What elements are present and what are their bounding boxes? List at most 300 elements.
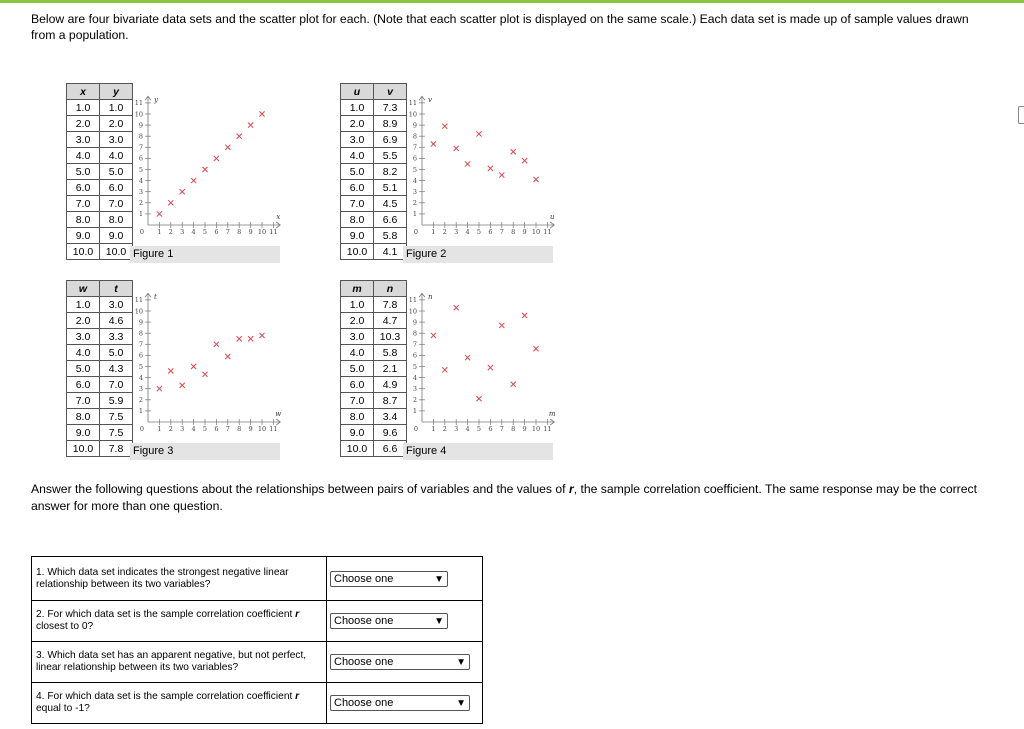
y-tick-label: 4 (412, 176, 417, 185)
table-row (67, 228, 133, 244)
cell: 6.6 (374, 212, 407, 228)
y-tick-label: 2 (412, 396, 417, 405)
table-row (67, 425, 133, 441)
table-row (341, 377, 407, 393)
data-point (248, 123, 253, 128)
question-4-label (36, 691, 326, 715)
cell: 6.0 (67, 180, 100, 196)
y-tick-label: 9 (138, 318, 143, 327)
data-table-2 (340, 83, 407, 260)
x-tick-label: 11 (543, 425, 552, 433)
cell: 7.5 (100, 409, 133, 425)
table-row (341, 393, 407, 409)
cell: 8.9 (374, 116, 407, 132)
col-header-t: t (100, 281, 133, 297)
question-1-select-value: Choose one (334, 572, 394, 585)
col-header-n: n (374, 281, 407, 297)
question-2-text-pre: 2. For which data set is the sample correlation coefficient (36, 609, 296, 620)
cell: 8.7 (374, 393, 407, 409)
y-tick-label: 1 (412, 407, 417, 416)
y-tick-label: 4 (412, 373, 417, 382)
cell: 4.7 (374, 313, 407, 329)
data-point (454, 146, 459, 151)
table-row (341, 345, 407, 361)
data-point (499, 172, 504, 177)
data-point (476, 131, 481, 136)
x-tick-label: 7 (499, 425, 504, 433)
cell: 5.5 (374, 148, 407, 164)
question-1-select[interactable] (330, 571, 448, 587)
x-tick-label: 8 (511, 425, 516, 433)
question-2-select[interactable] (330, 613, 448, 629)
cell: 5.0 (67, 164, 100, 180)
cell: 10.0 (67, 244, 100, 260)
figure-caption-1: Figure 1 (130, 246, 280, 263)
x-tick-label: 2 (442, 228, 447, 236)
x-tick-label: 1 (431, 228, 436, 236)
data-point (511, 149, 516, 154)
data-point (454, 305, 459, 310)
col-header-w: w (67, 281, 100, 297)
cell: 10.0 (341, 441, 374, 457)
cell: 4.0 (67, 148, 100, 164)
x-axis-label: u (549, 213, 555, 221)
table-row (67, 244, 133, 260)
table-row (341, 425, 407, 441)
col-header-m: m (341, 281, 374, 297)
data-point (488, 365, 493, 370)
data-point (202, 372, 207, 377)
question-row-3 (32, 641, 482, 682)
col-header-u: u (341, 84, 374, 100)
y-tick-label: 6 (138, 351, 143, 360)
x-tick-label: 10 (531, 228, 541, 236)
cell: 7.0 (67, 393, 100, 409)
cell: 3.0 (100, 297, 133, 313)
cell: 5.0 (100, 345, 133, 361)
x-tick-label: 6 (214, 228, 219, 236)
y-tick-label: 5 (138, 362, 143, 371)
question-2-text-post: closest to 0? (36, 621, 94, 632)
y-tick-label: 10 (134, 110, 143, 119)
top-accent-bar (0, 0, 1024, 3)
y-tick-label: 7 (138, 340, 143, 349)
figure-caption-3: Figure 3 (130, 443, 280, 460)
data-point (157, 211, 162, 216)
y-tick-label: 11 (408, 99, 417, 108)
data-point (431, 333, 436, 338)
cell: 4.9 (374, 377, 407, 393)
data-point (225, 354, 230, 359)
y-tick-label: 3 (412, 188, 417, 196)
y-tick-label: 3 (412, 385, 417, 393)
y-tick-label: 11 (134, 99, 143, 108)
table-row (67, 393, 133, 409)
x-tick-label: 4 (465, 228, 470, 236)
chevron-down-icon: ▼ (456, 657, 466, 668)
scatter-plot-1 (128, 84, 288, 244)
cell: 3.4 (374, 409, 407, 425)
y-axis-label: v (428, 96, 432, 105)
cell: 1.0 (67, 297, 100, 313)
table-row (67, 409, 133, 425)
data-point (168, 368, 173, 373)
table-row (67, 116, 133, 132)
x-tick-label: 1 (157, 425, 162, 433)
question-1-label: 1. Which data set indicates the strongest negative linear relationship between its two variables? (36, 566, 289, 590)
data-point (168, 200, 173, 205)
y-tick-label: 4 (138, 373, 143, 382)
table-row (67, 297, 133, 313)
edge-scroll-handle[interactable] (1018, 106, 1024, 124)
col-header-x: x (67, 84, 100, 100)
table-row (67, 212, 133, 228)
data-point (533, 346, 538, 351)
x-tick-label: 5 (202, 228, 208, 236)
table-row (341, 313, 407, 329)
data-table-3 (66, 280, 133, 457)
cell: 3.3 (100, 329, 133, 345)
table-row (67, 196, 133, 212)
cell: 5.9 (100, 393, 133, 409)
table-row (341, 100, 407, 116)
cell: 7.0 (341, 393, 374, 409)
question-4-select[interactable] (330, 695, 470, 711)
table-row (341, 148, 407, 164)
cell: 9.0 (341, 228, 374, 244)
x-tick-label: 3 (454, 228, 459, 236)
cell: 4.1 (374, 244, 407, 260)
question-3-select[interactable] (330, 654, 470, 670)
cell: 4.0 (67, 345, 100, 361)
cell: 8.0 (100, 212, 133, 228)
y-tick-label: 2 (138, 199, 143, 208)
table-row (341, 361, 407, 377)
data-point (465, 161, 470, 166)
intro-text: Below are four bivariate data sets and the scatter plot for each. (Note that each scatter plot is displayed on the same scale.) Each data set is made up of sample values drawn from a population. (31, 12, 969, 42)
y-tick-label: 11 (134, 296, 143, 305)
scatter-plot-4 (402, 281, 562, 441)
cell: 8.0 (341, 409, 374, 425)
cell: 8.2 (374, 164, 407, 180)
question-3-text (32, 642, 327, 682)
cell: 9.0 (67, 425, 100, 441)
x-tick-label: 3 (180, 425, 185, 433)
table-row (341, 244, 407, 260)
x-tick-label: 9 (522, 425, 527, 433)
y-tick-label: 10 (134, 307, 143, 316)
x-axis-label: x (276, 213, 281, 221)
y-tick-label: 6 (412, 154, 417, 163)
cell: 5.0 (100, 164, 133, 180)
x-tick-label: 4 (191, 228, 196, 236)
cell: 1.0 (341, 297, 374, 313)
table-row (341, 329, 407, 345)
table-row (67, 345, 133, 361)
table-row (67, 377, 133, 393)
y-tick-label: 2 (412, 199, 417, 208)
y-tick-label: 1 (138, 407, 143, 416)
cell: 3.0 (100, 132, 133, 148)
cell: 6.0 (341, 377, 374, 393)
cell: 8.0 (67, 212, 100, 228)
r-symbol: r (568, 482, 574, 496)
y-tick-label: 10 (408, 110, 417, 119)
table-row (67, 164, 133, 180)
x-tick-label: 2 (442, 425, 447, 433)
answer-instructions (31, 481, 991, 514)
question-2-label (36, 609, 326, 633)
y-tick-label: 5 (412, 165, 417, 174)
data-point (499, 323, 504, 328)
r-symbol: r (295, 609, 300, 620)
cell: 3.0 (341, 132, 374, 148)
cell: 3.0 (341, 329, 374, 345)
answer-intro-text-end: , the sample correlation coefficient. The same response may be the correct answer for more than one question. (31, 482, 977, 513)
y-tick-label: 9 (138, 121, 143, 130)
cell: 6.0 (67, 377, 100, 393)
x-axis-label: m (548, 410, 556, 418)
cell: 7.0 (341, 196, 374, 212)
question-4-select-value: Choose one (334, 697, 394, 709)
data-point (237, 336, 242, 341)
cell: 6.0 (100, 180, 133, 196)
data-point (533, 177, 538, 182)
question-2-select-value: Choose one (334, 615, 394, 627)
col-header-v: v (374, 84, 407, 100)
y-tick-label: 1 (412, 210, 417, 219)
cell: 7.5 (100, 425, 133, 441)
cell: 7.3 (374, 100, 407, 116)
answer-intro-text: Answer the following questions about the relationships between pairs of variables and the values of (31, 482, 569, 496)
cell: 10.0 (67, 441, 100, 457)
cell: 8.0 (341, 212, 374, 228)
cell: 6.0 (341, 180, 374, 196)
data-point (476, 396, 481, 401)
question-row-1 (32, 557, 482, 600)
question-2-text (32, 601, 327, 641)
origin-label: 0 (413, 228, 419, 236)
y-tick-label: 6 (138, 154, 143, 163)
cell: 6.9 (374, 132, 407, 148)
cell: 2.0 (341, 116, 374, 132)
question-1-text (32, 557, 327, 600)
x-tick-label: 7 (225, 228, 230, 236)
cell: 8.0 (67, 409, 100, 425)
cell: 9.6 (374, 425, 407, 441)
cell: 1.0 (341, 100, 374, 116)
x-tick-label: 1 (431, 425, 436, 433)
cell: 4.0 (100, 148, 133, 164)
table-row (67, 361, 133, 377)
x-tick-label: 9 (248, 228, 253, 236)
y-tick-label: 3 (138, 385, 143, 393)
cell: 9.0 (67, 228, 100, 244)
data-point (442, 124, 447, 129)
table-row (341, 212, 407, 228)
data-point (202, 167, 207, 172)
data-point (180, 189, 185, 194)
data-point (157, 386, 162, 391)
y-tick-label: 8 (138, 132, 143, 141)
x-tick-label: 6 (488, 228, 493, 236)
table-row (67, 100, 133, 116)
table-row (67, 132, 133, 148)
cell: 7.8 (100, 441, 133, 457)
data-point (522, 313, 527, 318)
table-row (341, 196, 407, 212)
question-3-select-value: Choose one (334, 656, 394, 668)
y-tick-label: 8 (412, 132, 417, 141)
data-point (488, 166, 493, 171)
cell: 4.5 (374, 196, 407, 212)
data-point (214, 342, 219, 347)
data-point (191, 364, 196, 369)
data-point (431, 141, 436, 146)
table-row (341, 116, 407, 132)
cell: 5.0 (341, 164, 374, 180)
cell: 2.0 (67, 313, 100, 329)
table-row (341, 164, 407, 180)
y-tick-label: 3 (138, 188, 143, 196)
scatter-plot-2 (402, 84, 562, 244)
data-point (248, 336, 253, 341)
question-4-text-pre: 4. For which data set is the sample correlation coefficient (36, 691, 296, 702)
x-tick-label: 4 (465, 425, 470, 433)
table-row (341, 228, 407, 244)
x-tick-label: 4 (191, 425, 196, 433)
question-4-text (32, 683, 327, 723)
data-point (259, 111, 264, 116)
cell: 4.0 (341, 148, 374, 164)
data-point (511, 382, 516, 387)
cell: 2.0 (67, 116, 100, 132)
x-tick-label: 10 (531, 425, 541, 433)
x-axis-label: w (275, 410, 282, 418)
data-point (237, 134, 242, 139)
cell: 5.1 (374, 180, 407, 196)
y-tick-label: 4 (138, 176, 143, 185)
y-tick-label: 5 (138, 165, 143, 174)
x-tick-label: 11 (269, 228, 278, 236)
y-tick-label: 8 (412, 329, 417, 338)
y-tick-label: 7 (138, 143, 143, 152)
y-tick-label: 8 (138, 329, 143, 338)
cell: 4.6 (100, 313, 133, 329)
cell: 5.0 (341, 361, 374, 377)
x-tick-label: 9 (248, 425, 253, 433)
x-tick-label: 5 (476, 425, 482, 433)
question-row-2 (32, 600, 482, 641)
data-point (522, 158, 527, 163)
cell: 5.8 (374, 228, 407, 244)
table-row (67, 313, 133, 329)
cell: 2.0 (341, 313, 374, 329)
origin-label: 0 (413, 425, 419, 433)
scatter-plot-3 (128, 281, 288, 441)
y-tick-label: 6 (412, 351, 417, 360)
question-row-4 (32, 682, 482, 723)
x-tick-label: 7 (225, 425, 230, 433)
table-row (341, 441, 407, 457)
table-row (341, 297, 407, 313)
x-tick-label: 3 (454, 425, 459, 433)
figure-caption-2: Figure 2 (403, 246, 553, 263)
x-tick-label: 8 (237, 228, 242, 236)
x-tick-label: 8 (237, 425, 242, 433)
x-tick-label: 2 (168, 228, 173, 236)
data-point (214, 156, 219, 161)
x-tick-label: 6 (488, 425, 493, 433)
x-tick-label: 5 (476, 228, 482, 236)
y-tick-label: 2 (138, 396, 143, 405)
table-row (341, 180, 407, 196)
table-row (67, 329, 133, 345)
cell: 7.0 (100, 196, 133, 212)
y-axis-label: n (428, 293, 433, 302)
cell: 3.0 (67, 132, 100, 148)
cell: 2.0 (100, 116, 133, 132)
y-tick-label: 9 (412, 121, 417, 130)
cell: 9.0 (341, 425, 374, 441)
data-point (191, 178, 196, 183)
figure-caption-4: Figure 4 (403, 443, 553, 460)
x-tick-label: 1 (157, 228, 162, 236)
x-tick-label: 11 (269, 425, 278, 433)
data-point (259, 333, 264, 338)
y-axis-label: y (154, 96, 158, 105)
chevron-down-icon: ▼ (434, 616, 444, 627)
x-tick-label: 6 (214, 425, 219, 433)
cell: 5.8 (374, 345, 407, 361)
chevron-down-icon: ▼ (434, 573, 444, 585)
y-tick-label: 1 (138, 210, 143, 219)
data-point (442, 367, 447, 372)
x-tick-label: 7 (499, 228, 504, 236)
y-axis-label: t (154, 293, 157, 302)
data-table-4 (340, 280, 407, 457)
r-symbol: r (295, 691, 300, 702)
x-tick-label: 8 (511, 228, 516, 236)
question-table (31, 556, 483, 724)
table-row (67, 441, 133, 457)
cell: 7.0 (100, 377, 133, 393)
data-point (180, 383, 185, 388)
y-tick-label: 9 (412, 318, 417, 327)
table-row (341, 132, 407, 148)
cell: 10.3 (374, 329, 407, 345)
cell: 1.0 (67, 100, 100, 116)
cell: 4.3 (100, 361, 133, 377)
x-tick-label: 5 (202, 425, 208, 433)
cell: 7.0 (67, 196, 100, 212)
cell: 10.0 (100, 244, 133, 260)
y-tick-label: 7 (412, 143, 417, 152)
y-tick-label: 7 (412, 340, 417, 349)
question-4-text-post: equal to -1? (36, 703, 90, 714)
table-row (67, 148, 133, 164)
y-tick-label: 5 (412, 362, 417, 371)
cell: 1.0 (100, 100, 133, 116)
data-point (465, 355, 470, 360)
data-point (225, 145, 230, 150)
x-tick-label: 3 (180, 228, 185, 236)
chevron-down-icon: ▼ (456, 698, 466, 709)
origin-label: 0 (139, 425, 145, 433)
cell: 9.0 (100, 228, 133, 244)
x-tick-label: 2 (168, 425, 173, 433)
x-tick-label: 9 (522, 228, 527, 236)
